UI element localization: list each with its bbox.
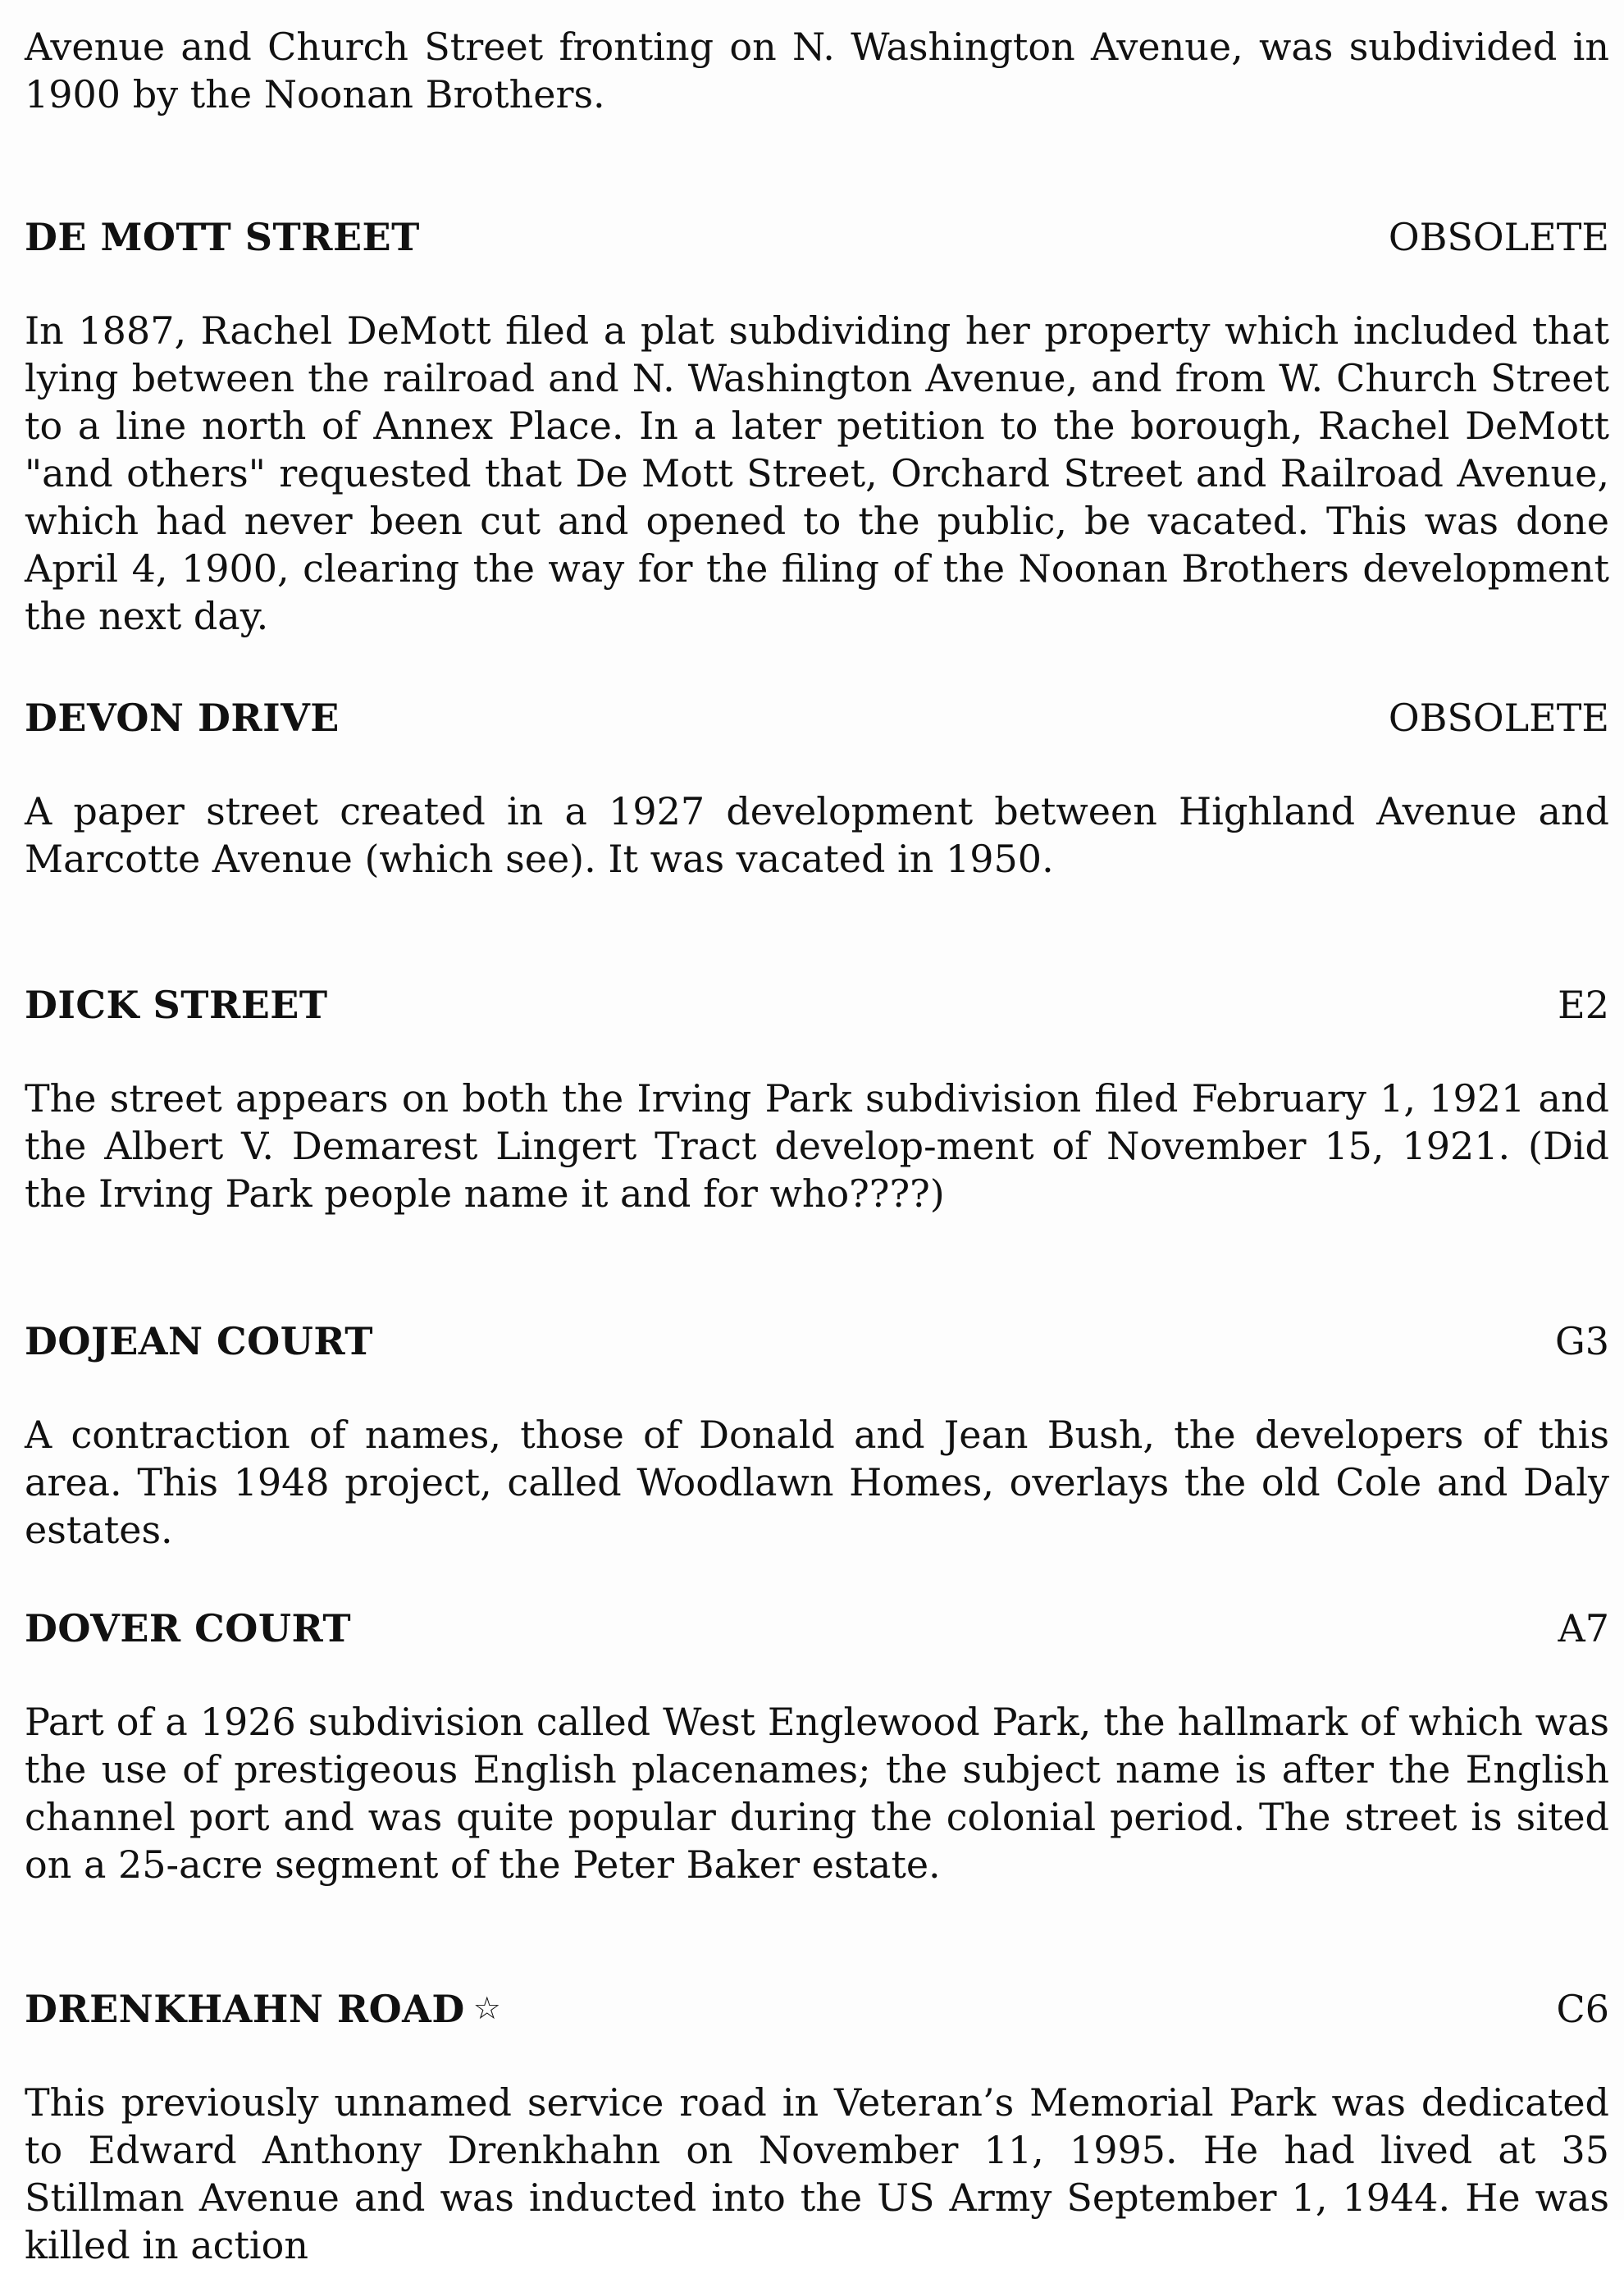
entry-body-dick-street: The street appears on both the Irving Park subdivision filed February 1, 1921 and the Albert V. Demarest Lingert Tract develop-ment of November 15, 1921. (Did the Irving Park people name it and for who????) xyxy=(25,1076,1609,1216)
entry-heading-dojean-court xyxy=(25,1319,1609,1368)
intro-paragraph: Avenue and Church Street fronting on N. Washington Avenue, was subdivided in 1900 by the Noonan Brothers. xyxy=(25,25,1609,116)
entry-title: DRENKHAHN ROAD xyxy=(25,1987,465,2031)
entry-body-dover-court: Part of a 1926 subdivision called West Englewood Park, the hallmark of which was the use of prestigeous English placenames; the subject name is after the English channel port and was quite popular during the colonial period. The street is sited on a 25-acre segment of the Peter Baker estate. xyxy=(25,1700,1609,1887)
entry-title: DICK STREET xyxy=(25,983,328,1027)
entry-body-de-mott-street: In 1887, Rachel DeMott filed a plat subdividing her property which included that lying between the railroad and N. Washington Avenue, and from W. Church Street to a line north of Annex Place. In a later petition to the borough, Rachel DeMott "and others" requested that De Mott Street, Orchard Street and Railroad Avenue, which had never been cut and opened to the public, be vacated. This was done April 4, 1900, clearing the way for the filing of the Noonan Brothers development the next day. xyxy=(25,308,1609,638)
entry-code: E2 xyxy=(1558,983,1609,1027)
entry-heading-dick-street xyxy=(25,983,1609,1032)
entry-code: G3 xyxy=(1554,1319,1609,1363)
entry-code: A7 xyxy=(1558,1606,1609,1650)
entry-body-drenkhahn-road: This previously unnamed service road in Veteran’s Memorial Park was dedicated to Edward Anthony Drenkhahn on November 11, 1995. He had lived at 35 Stillman Avenue and was inducted into the US Army September 1, 1944. He was killed in action xyxy=(25,2080,1609,2267)
entry-heading-dover-court xyxy=(25,1606,1609,1655)
entry-heading-de-mott-street xyxy=(25,215,1609,264)
entry-heading-devon-drive xyxy=(25,696,1609,745)
star-icon: ☆ xyxy=(472,1990,502,2026)
entry-heading-drenkhahn-road xyxy=(25,1987,1609,2036)
entry-title-group xyxy=(25,1987,501,2031)
entry-title: DOVER COURT xyxy=(25,1606,352,1650)
entry-title: DEVON DRIVE xyxy=(25,696,340,740)
entry-body-dojean-court: A contraction of names, those of Donald and Jean Bush, the developers of this area. This 1948 project, called Woodlawn Homes, overlays the old Cole and Daly estates. xyxy=(25,1413,1609,1552)
entry-body-devon-drive: A paper street created in a 1927 development between Highland Avenue and Marcotte Avenue (which see). It was vacated in 1950. xyxy=(25,789,1609,881)
entry-code: C6 xyxy=(1556,1987,1609,2031)
entry-title: DOJEAN COURT xyxy=(25,1319,373,1363)
entry-code: OBSOLETE xyxy=(1388,696,1609,740)
entry-code: OBSOLETE xyxy=(1388,215,1609,259)
entry-title: DE MOTT STREET xyxy=(25,215,420,259)
